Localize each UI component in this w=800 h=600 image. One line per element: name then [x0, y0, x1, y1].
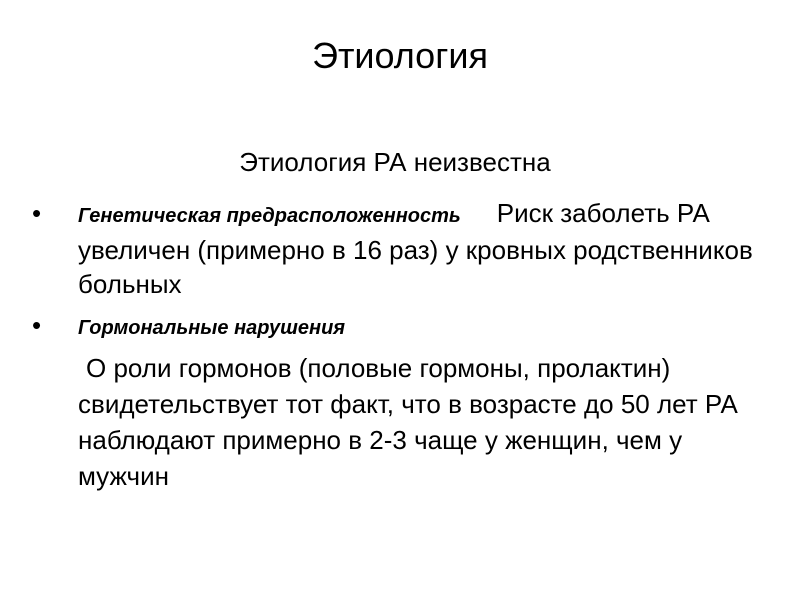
bullet-marker: • — [32, 198, 42, 228]
hormone-paragraph — [78, 350, 768, 494]
bullet-text: Риск заболеть РА увеличен (примерно в 16 раз) у кровных родственников больных — [78, 198, 753, 299]
bullet-heading: Генетическая предрасположенность — [78, 205, 461, 227]
bullet-heading: Гормональные нарушения — [78, 317, 346, 339]
bullet-hormonal — [78, 308, 768, 345]
paragraph-text: О роли гормонов (половые гормоны, пролактин) свидетельствует тот факт, что в возрасте до 50 лет РА наблюдают примерно в 2-3 чаще у женщин, чем у мужчин — [78, 353, 738, 491]
bullet-marker: • — [32, 310, 42, 340]
slide-subtitle: Этиология РА неизвестна — [239, 147, 551, 177]
bullet-genetic — [78, 196, 768, 301]
slide-title: Этиология — [312, 35, 488, 76]
